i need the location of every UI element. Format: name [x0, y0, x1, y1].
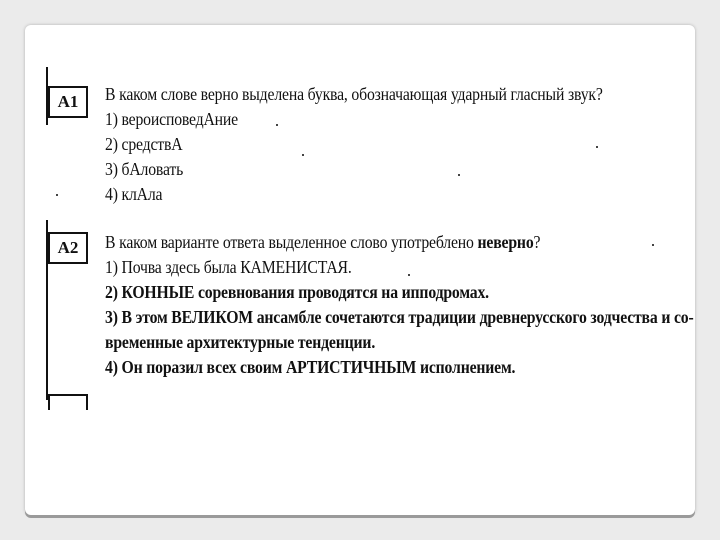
scan-speck [458, 174, 460, 176]
question-text [105, 230, 627, 255]
answer-option-1: 1) вероисповедАние [105, 109, 238, 129]
answer-option-3: 3) В этом ВЕЛИКОМ ансамбле сочетаются традиции древнерусского зодчества и со- [105, 307, 694, 327]
scanned-test-page [44, 70, 694, 410]
answer-option-3-continued: временные архитектурные тенденции. [105, 332, 376, 352]
task-number-badge: A1 [48, 86, 88, 118]
scan-speck [56, 194, 58, 196]
answer-option-3: 3) бАловать [105, 159, 184, 179]
answer-option-2: 2) КОННЫЕ соревнования проводятся на ипподромах. [105, 282, 489, 302]
question-emphasis: неверно [477, 232, 534, 252]
answer-option-4: 4) Он поразил всех своим АРТИСТИЧНЫМ исполнением. [105, 357, 516, 377]
question-start: В каком варианте ответа выделенное слово употреблено [105, 232, 478, 252]
scan-speck [596, 146, 598, 148]
scan-speck [408, 274, 410, 276]
task-text [105, 230, 694, 380]
scan-speck [276, 124, 278, 126]
task-text [105, 82, 627, 207]
answer-option-2: 2) средствА [105, 134, 183, 154]
answer-option-1: 1) Почва здесь была КАМЕНИСТАЯ. [105, 257, 352, 277]
task-number-badge: A2 [48, 232, 88, 264]
question-end: ? [533, 232, 541, 252]
scan-speck [302, 154, 304, 156]
answer-option-4: 4) клАла [105, 184, 163, 204]
next-task-badge-edge [48, 394, 88, 410]
question-text: В каком слове верно выделена буква, обозначающая ударный гласный звук? [105, 84, 603, 104]
scan-speck [652, 244, 654, 246]
